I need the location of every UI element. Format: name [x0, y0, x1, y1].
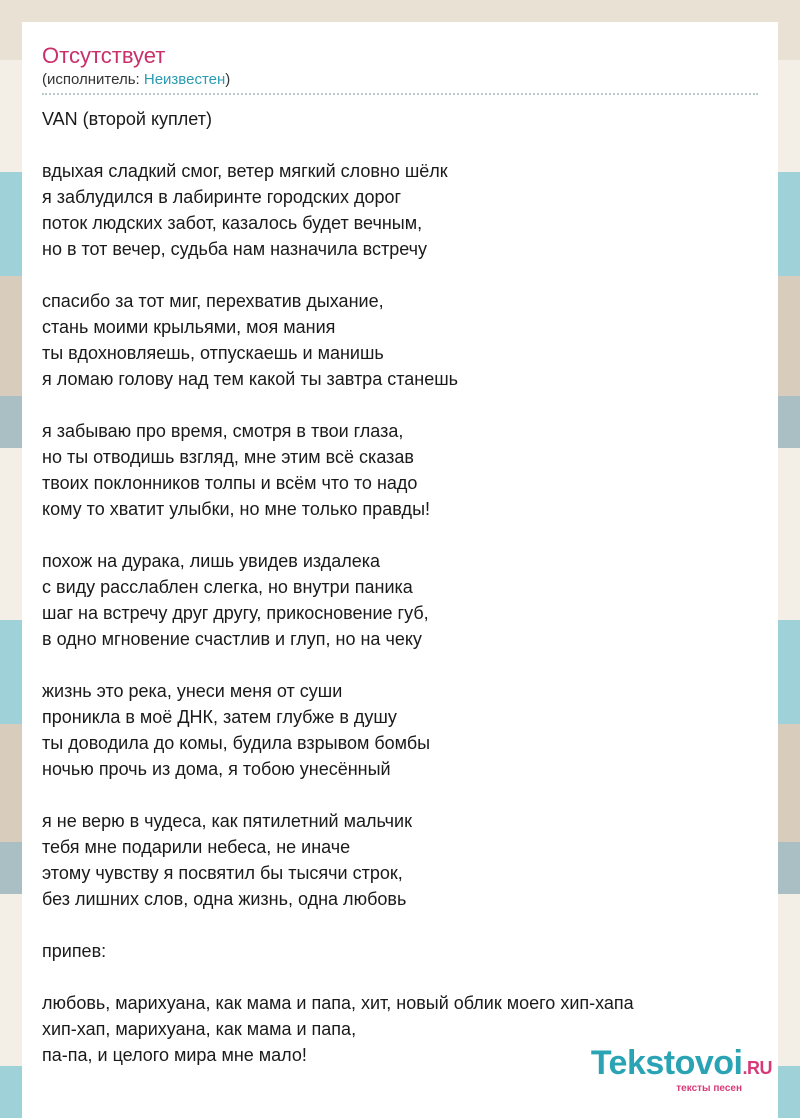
logo-name: Tekstovoi [590, 1044, 743, 1082]
stanza-gap [42, 262, 758, 288]
stanza-6 [42, 808, 758, 912]
lyric-line: ты доводила до комы, будила взрывом бомбы [42, 733, 431, 753]
stanza-3 [42, 418, 758, 522]
lyric-line: твоих поклонников толпы и всём что то надо [42, 473, 418, 493]
lyric-line: я забываю про время, смотря в твои глаза, [42, 421, 404, 441]
lyric-line: стань моими крыльями, моя мания [42, 317, 336, 337]
lyric-line: ты вдохновляешь, отпускаешь и манишь [42, 343, 384, 363]
stanza-gap [42, 522, 758, 548]
stanza-gap [42, 912, 758, 938]
lyric-line: жизнь это река, унеси меня от суши [42, 681, 343, 701]
chorus-label-block [42, 938, 758, 964]
lyric-line: с виду расслаблен слегка, но внутри паника [42, 577, 413, 597]
stanza-5 [42, 678, 758, 782]
artist-link[interactable]: Неизвестен [143, 71, 226, 88]
stanza-gap [42, 964, 758, 990]
lyric-line: без лишних слов, одна жизнь, одна любовь [42, 889, 407, 909]
lyric-line: в одно мгновение счастлив и глуп, но на чеку [42, 629, 422, 649]
lyric-line: поток людских забот, казалось будет вечным, [42, 213, 423, 233]
lyric-line: спасибо за тот миг, перехватив дыхание, [42, 291, 384, 311]
lyric-line: похож на дурака, лишь увидев издалека [42, 551, 381, 571]
logo-wordmark [591, 1046, 772, 1085]
lyric-line: тебя мне подарили небеса, не иначе [42, 837, 351, 857]
lyric-line: ночью прочь из дома, я тобою унесённый [42, 759, 391, 779]
stanza-gap [42, 782, 758, 808]
lyric-line: шаг на встречу друг другу, прикосновение губ, [42, 603, 429, 623]
song-title: Отсутствует [42, 43, 166, 68]
stanza-1 [42, 158, 758, 262]
stanza-4 [42, 548, 758, 652]
lyric-line: этому чувству я посвятил бы тысячи строк, [42, 863, 403, 883]
artist-line [42, 70, 758, 90]
lyric-line: вдыхая сладкий смог, ветер мягкий словно шёлк [42, 161, 448, 181]
stanza-2 [42, 288, 758, 392]
site-logo[interactable] [591, 1046, 772, 1094]
lyric-line: но в тот вечер, судьба нам назначила встречу [42, 239, 428, 259]
lyric-line: я заблудился в лабиринте городских дорог [42, 187, 402, 207]
logo-tld: .RU [742, 1058, 772, 1078]
logo-tagline: тексты песен [676, 1083, 742, 1094]
artist-prefix: (исполнитель: [42, 71, 144, 88]
stanza-gap [42, 652, 758, 678]
song-header [42, 42, 758, 95]
lyric-line: я ломаю голову над тем какой ты завтра станешь [42, 369, 459, 389]
lyrics-sheet [22, 22, 778, 1118]
artist-suffix: ) [225, 71, 231, 88]
lyric-line: хип-хап, марихуана, как мама и папа, [42, 1019, 357, 1039]
stanza-gap [42, 392, 758, 418]
lyric-line: но ты отводишь взгляд, мне этим всё сказав [42, 447, 414, 467]
lyric-line: кому то хватит улыбки, но мне только правды! [42, 499, 431, 519]
stanza-gap [42, 132, 758, 158]
lyric-line: любовь, марихуана, как мама и папа, хит, новый облик моего хип-хапа [42, 993, 634, 1013]
lyric-line: па-па, и целого мира мне мало! [42, 1045, 307, 1065]
lyrics-heading: VAN (второй куплет) [42, 109, 212, 129]
lyric-line: проникла в моё ДНК, затем глубже в душу [42, 707, 397, 727]
lyric-line: я не верю в чудеса, как пятилетний мальчик [42, 811, 412, 831]
lyrics-body [42, 106, 758, 1068]
chorus-label: припев: [42, 941, 107, 961]
